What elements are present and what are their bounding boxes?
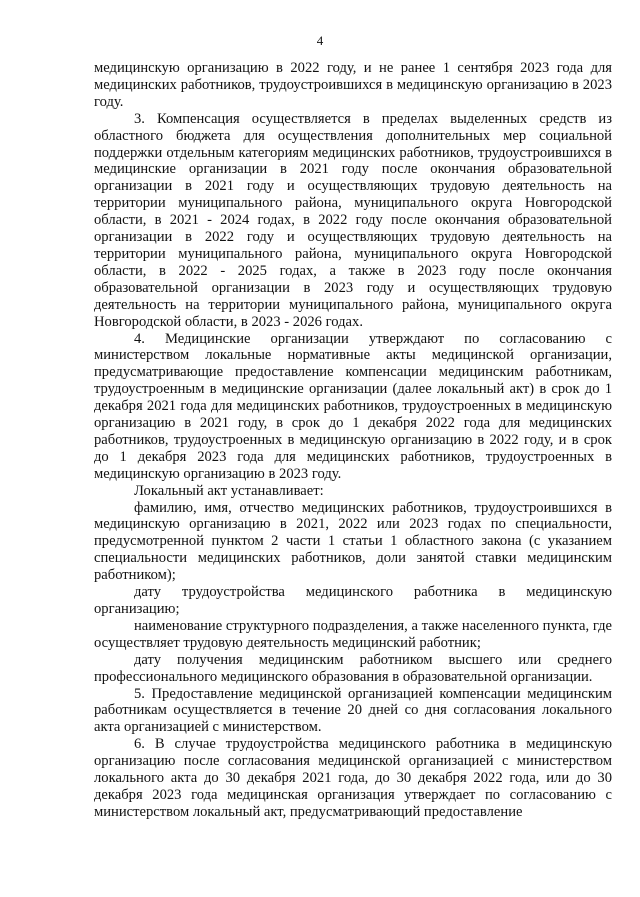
page-number: 4 — [316, 33, 324, 48]
paragraph-item-3: 3. Компенсация осуществляется в пределах выделенных средств из областного бюджета для осуществления дополнительных мер социальной поддержки отдельным категориям медицинских работников, трудоустроившихся в медицинские организации в 2021 году после окончания образовательной организации в 2021 году и осуществляющих трудовую деятельность на территории муниципального района, муниципального округа Новгородской области, в 2021 - 2024 годах, в 2022 году после окончания образовательной организации в 2022 году и осуществляющих трудовую деятельность на территории муниципального района, муниципального округа Новгородской области, в 2022 - 2025 годах, а также в 2023 году после окончания образовательной организации в 2023 году и осуществляющих трудовую деятельность на территории муниципального района, муниципального округа Новгородской области, в 2023 - 2026 годах. — [94, 110, 612, 330]
document-body — [94, 60, 612, 821]
paragraph-item-5: 5. Предоставление медицинской организацией компенсации медицинским работникам осуществляется в течение 20 дней со дня согласования локального акта организацией с министерством. — [94, 685, 612, 736]
paragraph-item-4: 4. Медицинские организации утверждают по согласованию с министерством локальные нормативные акты медицинской организации, предусматривающие предоставление компенсации медицинским работникам, трудоустроенным в медицинские организации (далее локальный акт) в срок до 1 декабря 2021 года для медицинских работников, трудоустроенных в медицинскую организацию в 2021 году, в срок до 1 декабря 2022 года для медицинских работников, трудоустроенных в медицинскую организацию в 2022 году, и в срок до 1 декабря 2023 года для медицинских работников, трудоустроенных в медицинскую организацию в 2023 году. — [94, 330, 612, 482]
paragraph-local-act-department: наименование структурного подразделения, а также населенного пункта, где осуществляет трудовую деятельность медицинский работник; — [94, 617, 612, 651]
paragraph-local-act-education: дату получения медицинским работником высшего или среднего профессионального медицинского образования в образовательной организации. — [94, 651, 612, 685]
paragraph-local-act-date: дату трудоустройства медицинского работника в медицинскую организацию; — [94, 584, 612, 617]
paragraph-local-act-names: фамилию, имя, отчество медицинских работников, трудоустроившихся в медицинскую организацию в 2021, 2022 или 2023 годах по специальности, предусмотренной пунктом 2 части 1 статьи 1 областного закона (с указанием специальности медицинских работников, доли занятой ставки медицинским работником); — [94, 499, 612, 584]
paragraph-continuation: медицинскую организацию в 2022 году, и не ранее 1 сентября 2023 года для медицинских работников, трудоустроившихся в медицинскую организацию в 2023 году. — [94, 60, 612, 110]
paragraph-local-act-intro: Локальный акт устанавливает: — [134, 482, 324, 499]
paragraph-item-6: 6. В случае трудоустройства медицинского работника в медицинскую организацию после согласования медицинской организацией с министерством локального акта до 30 декабря 2021 года, до 30 декабря 2022 года, или до 30 декабря 2023 года медицинская организация утверждает по согласованию с министерством локальный акт, предусматривающий предоставление — [94, 736, 612, 820]
